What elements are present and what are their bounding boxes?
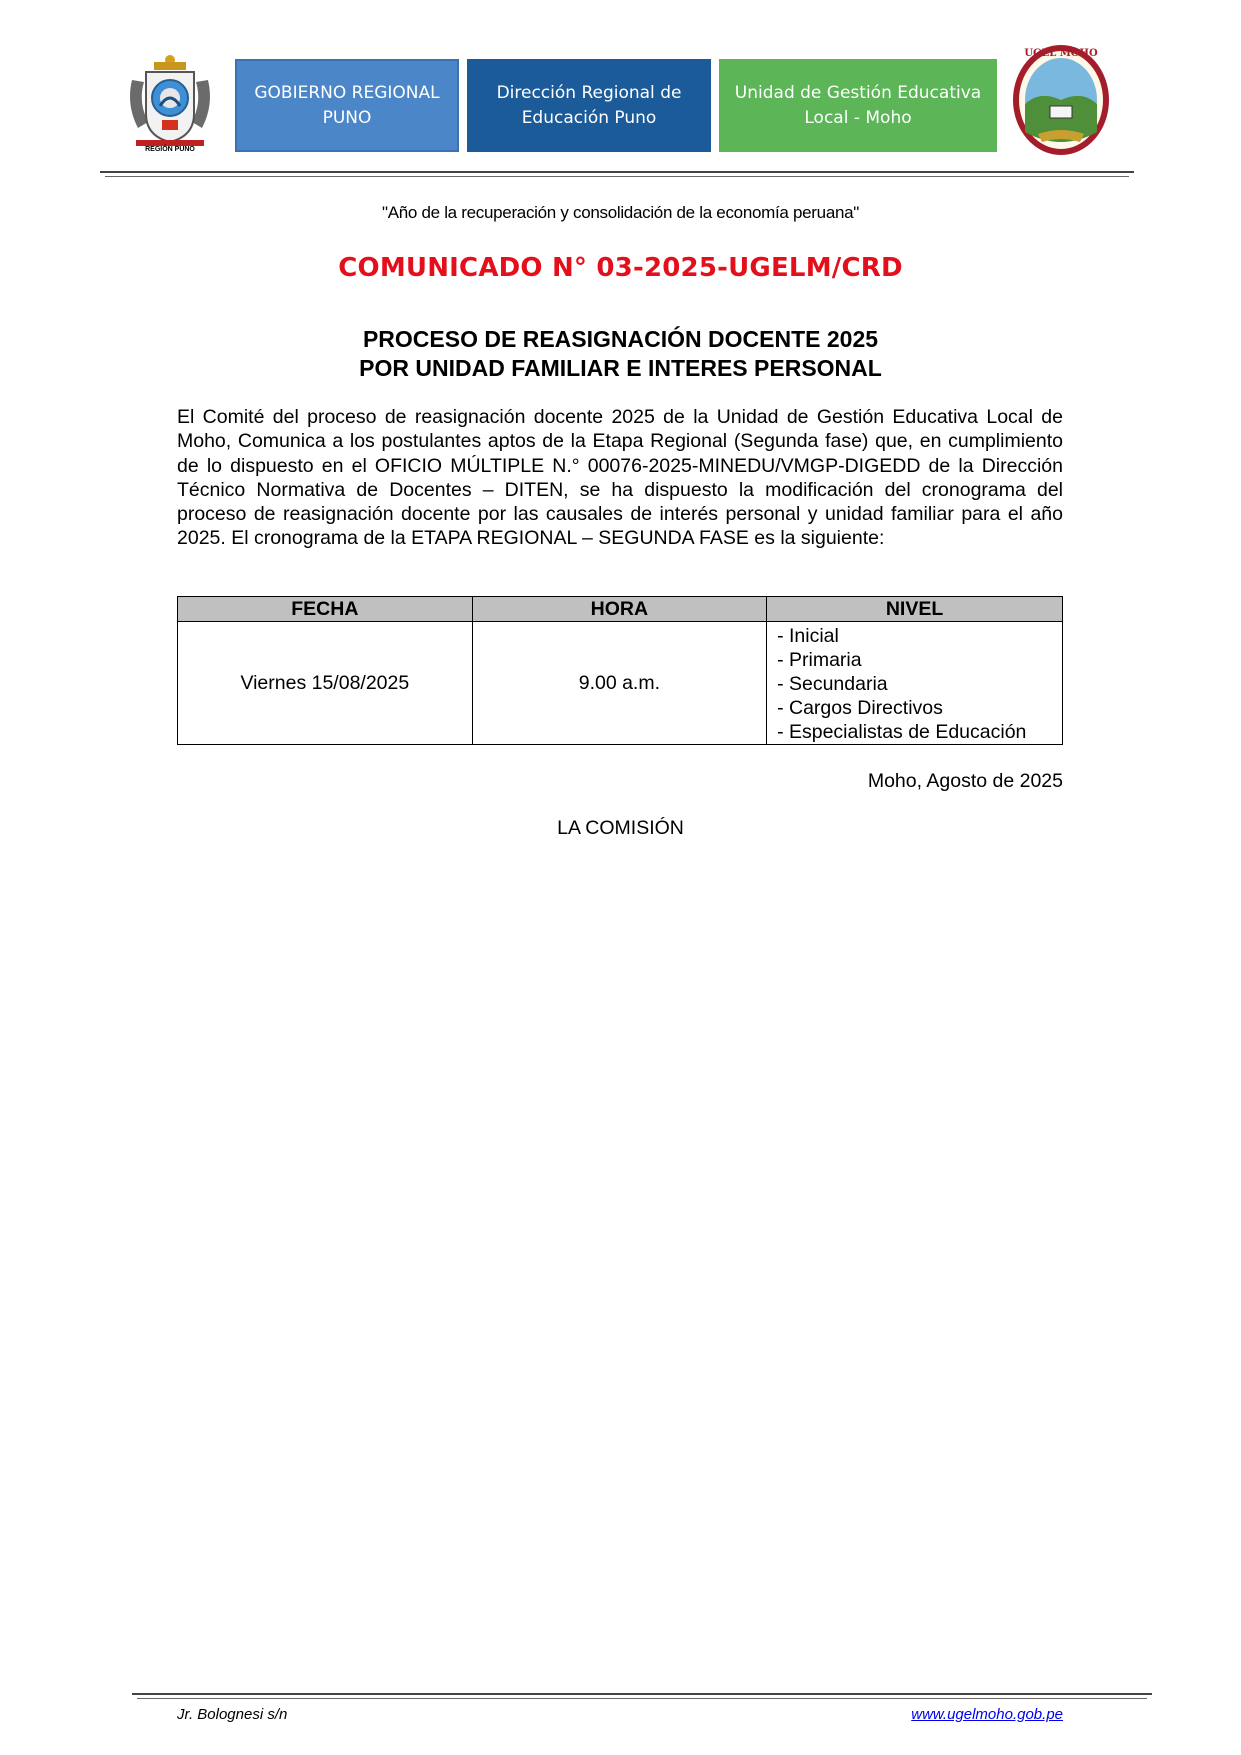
gobierno-regional-box bbox=[235, 59, 459, 152]
nivel-item: - Cargos Directivos bbox=[777, 697, 943, 719]
table-header-row bbox=[178, 597, 1063, 622]
nivel-item: - Inicial bbox=[777, 625, 839, 647]
gore-line-1: GOBIERNO REGIONAL bbox=[254, 82, 440, 103]
schedule-table bbox=[177, 596, 1063, 745]
region-puno-logo bbox=[124, 50, 216, 158]
footer-rule-thin bbox=[137, 1698, 1147, 1699]
header-rule bbox=[100, 171, 1134, 173]
place-date: Moho, Agosto de 2025 bbox=[867, 770, 1063, 792]
ugel-line-1: Unidad de Gestión Educativa bbox=[734, 82, 982, 103]
nivel-item: - Primaria bbox=[777, 649, 862, 671]
header-hora: HORA bbox=[472, 597, 766, 622]
direccion-regional-box bbox=[467, 59, 711, 152]
website-link[interactable]: www.ugelmoho.gob.pe bbox=[911, 1706, 1063, 1723]
header-rule-thin bbox=[105, 176, 1129, 177]
subtitle-line-1: PROCESO DE REASIGNACIÓN DOCENTE 2025 bbox=[362, 326, 879, 352]
footer-rule bbox=[132, 1693, 1152, 1695]
comunicado-title: COMUNICADO N° 03-2025-UGELM/CRD bbox=[338, 253, 903, 283]
dre-line-1: Dirección Regional de bbox=[496, 82, 682, 103]
cell-fecha: Viernes 15/08/2025 bbox=[178, 622, 473, 745]
signature: LA COMISIÓN bbox=[557, 817, 684, 839]
cell-hora: 9.00 a.m. bbox=[472, 622, 766, 745]
table-row bbox=[178, 622, 1063, 745]
ugel-moho-box bbox=[719, 59, 997, 152]
nivel-item: - Secundaria bbox=[777, 673, 888, 695]
gore-line-2: PUNO bbox=[322, 107, 372, 128]
logo-right-caption: UGEL MOHO bbox=[1024, 48, 1098, 59]
logo-left-caption: REGIÓN PUNO bbox=[145, 146, 195, 153]
ugel-line-2: Local - Moho bbox=[804, 107, 912, 128]
nivel-item: - Especialistas de Educación bbox=[777, 721, 1027, 743]
document-subtitle bbox=[0, 325, 1241, 383]
footer-address: Jr. Bolognesi s/n bbox=[177, 1706, 288, 1723]
body-paragraph: El Comité del proceso de reasignación docente 2025 de la Unidad de Gestión Educativa Local de Moho, Comunica a los postulantes aptos de la Etapa Regional (Segunda fase) que, en cumplimiento de lo dispuesto en el OFICIO MÚLTIPLE N.° 00076-2025-MINEDU/VMGP-DIGEDD de la Dirección Técnico Normativa de Docentes – DITEN, se ha dispuesto la modificación del cronograma del proceso de reasignación docente por las causales de interés personal y unidad familiar para el año 2025. El cronograma de la ETAPA REGIONAL – SEGUNDA FASE es la siguiente: bbox=[177, 406, 1063, 550]
cell-niveles bbox=[767, 622, 1063, 745]
header-fecha: FECHA bbox=[178, 597, 473, 622]
dre-line-2: Educación Puno bbox=[521, 107, 657, 128]
header-nivel: NIVEL bbox=[767, 597, 1063, 622]
ugel-moho-logo bbox=[1010, 42, 1112, 157]
year-motto: "Año de la recuperación y consolidación de la economía peruana" bbox=[381, 203, 860, 222]
subtitle-line-2: POR UNIDAD FAMILIAR E INTERES PERSONAL bbox=[359, 355, 882, 381]
